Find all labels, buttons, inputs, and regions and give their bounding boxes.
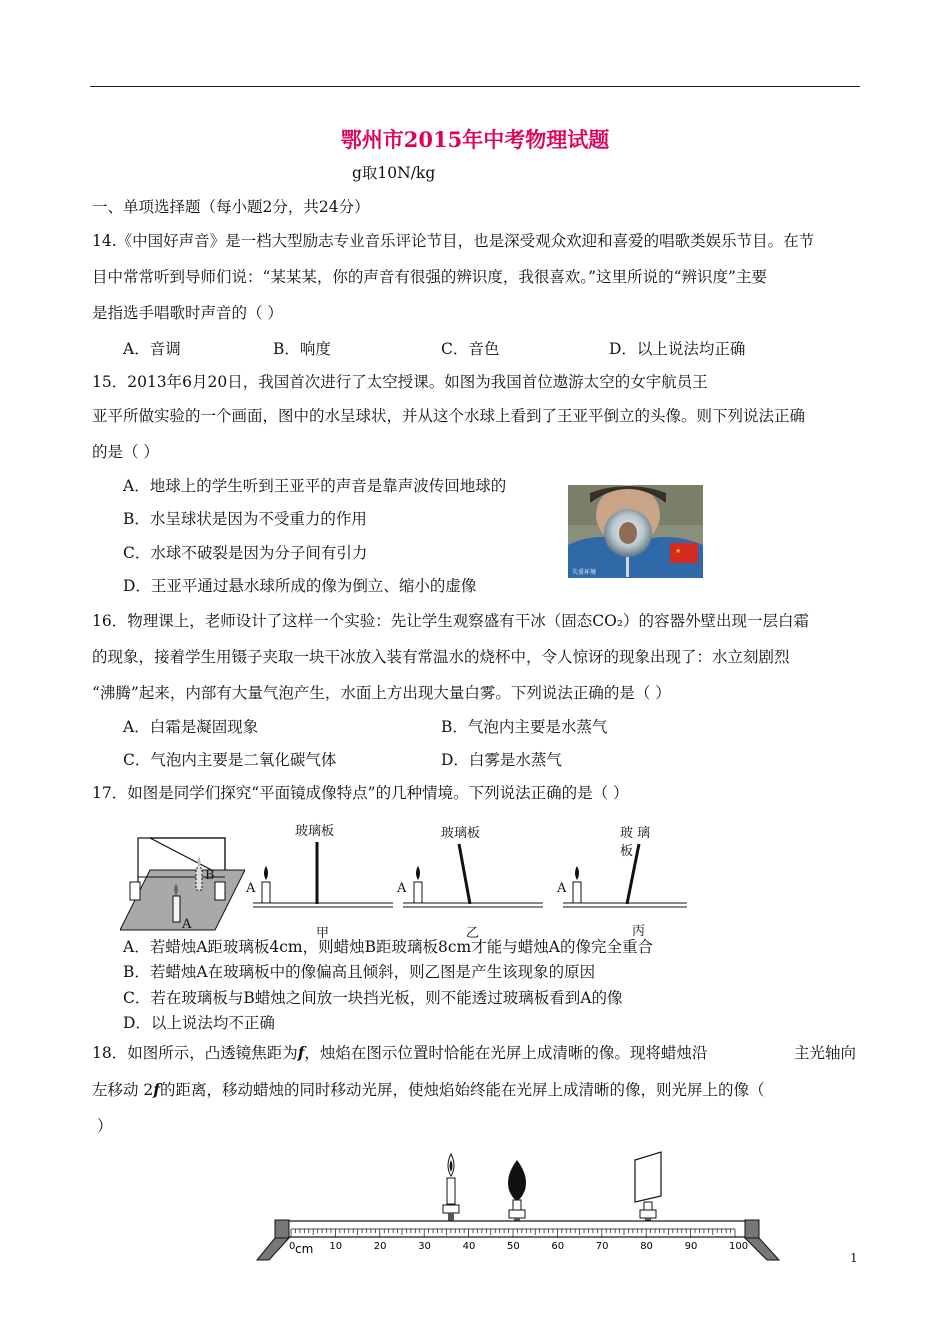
caption-jia: 甲: [316, 926, 330, 941]
q16-option-c: C．气泡内主要是二氧化碳气体: [123, 751, 337, 769]
ruler-tick-label: 30: [418, 1241, 431, 1252]
q14-line1: 14.《中国好声音》是一档大型励志专业音乐评论节目，也是深受观众欢迎和喜爱的唱歌类娱乐节目。在节: [92, 232, 815, 250]
q16-option-b: B．气泡内主要是水蒸气: [441, 718, 608, 736]
astronaut-water-ball-photo: [568, 485, 703, 578]
q14-option-b: B．响度: [273, 340, 331, 358]
q18-line1-part1: 18．如图所示，凸透镜焦距为: [92, 1044, 298, 1062]
svg-text:失重环境: 失重环境: [572, 569, 597, 576]
q15-option-c: C．水球不破裂是因为分子间有引力: [123, 544, 368, 562]
q18-focal-f-2: f: [153, 1080, 160, 1099]
mirror-diagram-yi: [395, 840, 545, 910]
fig-label-a: A: [182, 917, 192, 932]
q16-option-d: D．白雾是水蒸气: [441, 751, 562, 769]
q16-line1: 16．物理课上，老师设计了这样一个实验：先让学生观察盛有干冰（固态CO₂）的容器外壁出现一层白霜: [92, 612, 810, 630]
candle-label-a-bing: A: [557, 881, 567, 896]
q16-line2: 的现象，接着学生用镊子夹取一块干冰放入装有常温水的烧杯中，令人惊讶的现象出现了：水立刻剧烈: [92, 648, 790, 666]
ruler-tick-label: 10: [329, 1241, 343, 1252]
ruler-tick-label: 90: [684, 1241, 698, 1252]
svg-text:★: ★: [675, 547, 682, 555]
q14-option-c: C．音色: [441, 340, 500, 358]
q14-option-d: D．以上说法均正确: [609, 340, 746, 358]
page-number: 1: [850, 1251, 858, 1265]
q14-line2: 目中常常听到导师们说：“某某某，你的声音有很强的辨识度，我很喜欢。”这里所说的“辨识度”主要: [92, 268, 767, 286]
q15-line2: 亚平所做实验的一个画面，图中的水呈球状，并从这个水球上看到了王亚平倒立的头像。则下列说法正确: [92, 407, 806, 425]
ruler-tick-label: 40: [462, 1241, 476, 1252]
ruler-tick-label: 20: [373, 1241, 387, 1252]
q15-option-d: D．王亚平通过悬水球所成的像为倒立、缩小的虚像: [123, 577, 477, 595]
optical-bench-figure: [255, 1150, 785, 1262]
bench-unit: cm: [295, 1242, 314, 1256]
g-note: g取10N/kg: [352, 164, 436, 182]
ruler-tick-label: 100: [729, 1241, 749, 1252]
q17-option-b: B．若蜡烛A在玻璃板中的像偏高且倾斜，则乙图是产生该现象的原因: [123, 963, 596, 981]
q15-line3: 的是（ ）: [92, 443, 159, 461]
ruler-tick-label: 70: [595, 1241, 609, 1252]
q18-line2-part1: 左移动 2: [92, 1081, 154, 1099]
q15-option-b: B．水呈球状是因为不受重力的作用: [123, 510, 367, 528]
ruler-tick-labels: [289, 1241, 748, 1252]
ruler-tick-label: 0: [289, 1241, 296, 1252]
q18-line1-part2: ，烛焰在图示位置时恰能在光屏上成清晰的像。现将蜡烛沿: [304, 1044, 708, 1062]
header-rule: [90, 86, 860, 87]
q17-option-c: C．若在玻璃板与B蜡烛之间放一块挡光板，则不能透过玻璃板看到A的像: [123, 989, 623, 1007]
ruler-tick-label: 60: [551, 1241, 565, 1252]
mirror-diagram-bing: [555, 840, 690, 910]
q17-option-a: A．若蜡烛A距玻璃板4cm，则蜡烛B距玻璃板8cm才能与蜡烛A的像完全重合: [123, 938, 653, 956]
caption-bing: 丙: [632, 924, 646, 939]
q18-line3: ）: [97, 1117, 113, 1135]
q18-line1: [92, 1043, 707, 1063]
q14-line3: 是指选手唱歌时声音的（ ）: [92, 304, 283, 322]
q17-line1: 17．如图是同学们探究“平面镜成像特点”的几种情境。下列说法正确的是（ ）: [92, 784, 629, 802]
glass-label-bing-1: 玻 璃: [620, 826, 651, 841]
light-screen-icon: [635, 1152, 661, 1222]
section-heading: 一、单项选择题（每小题2分，共24分）: [92, 198, 370, 216]
glass-label-bing-2: 板: [620, 844, 634, 859]
candle-label-a-jia: A: [246, 881, 256, 896]
candle-label-a-yi: A: [397, 881, 407, 896]
q18-focal-f: f: [297, 1043, 305, 1062]
q17-option-d: D．以上说法均不正确: [123, 1014, 275, 1032]
ruler-tick-label: 50: [507, 1241, 520, 1252]
glass-label-jia: 玻璃板: [295, 824, 335, 839]
q14-option-a: A．音调: [123, 340, 181, 358]
ruler-tick-label: 80: [640, 1241, 653, 1252]
q15-option-a: A．地球上的学生听到王亚平的声音是靠声波传回地球的: [123, 477, 507, 495]
q18-line1-part3: 主光轴向: [794, 1044, 857, 1062]
q15-line1: 15．2013年6月20日，我国首次进行了太空授课。如图为我国首位遨游太空的女宇航员王: [92, 373, 708, 391]
convex-lens-icon: [508, 1160, 526, 1222]
q18-line2: [92, 1080, 764, 1100]
fig-label-b: B: [205, 868, 215, 883]
candle-icon: [443, 1154, 459, 1221]
glass-label-yi: 玻璃板: [441, 826, 481, 841]
q18-line2-part2: 的距离，移动蜡烛的同时移动光屏，使烛焰始终能在光屏上成清晰的像，则光屏上的像（: [159, 1081, 765, 1099]
mirror-diagram-jia: [245, 840, 395, 910]
caption-yi: 乙: [466, 926, 480, 941]
q16-option-a: A．白霜是凝固现象: [123, 718, 259, 736]
page-title: 鄂州市2015年中考物理试题: [340, 127, 610, 152]
q16-line3: “沸腾”起来，内部有大量气泡产生，水面上方出现大量白雾。下列说法正确的是（ ）: [92, 684, 671, 702]
